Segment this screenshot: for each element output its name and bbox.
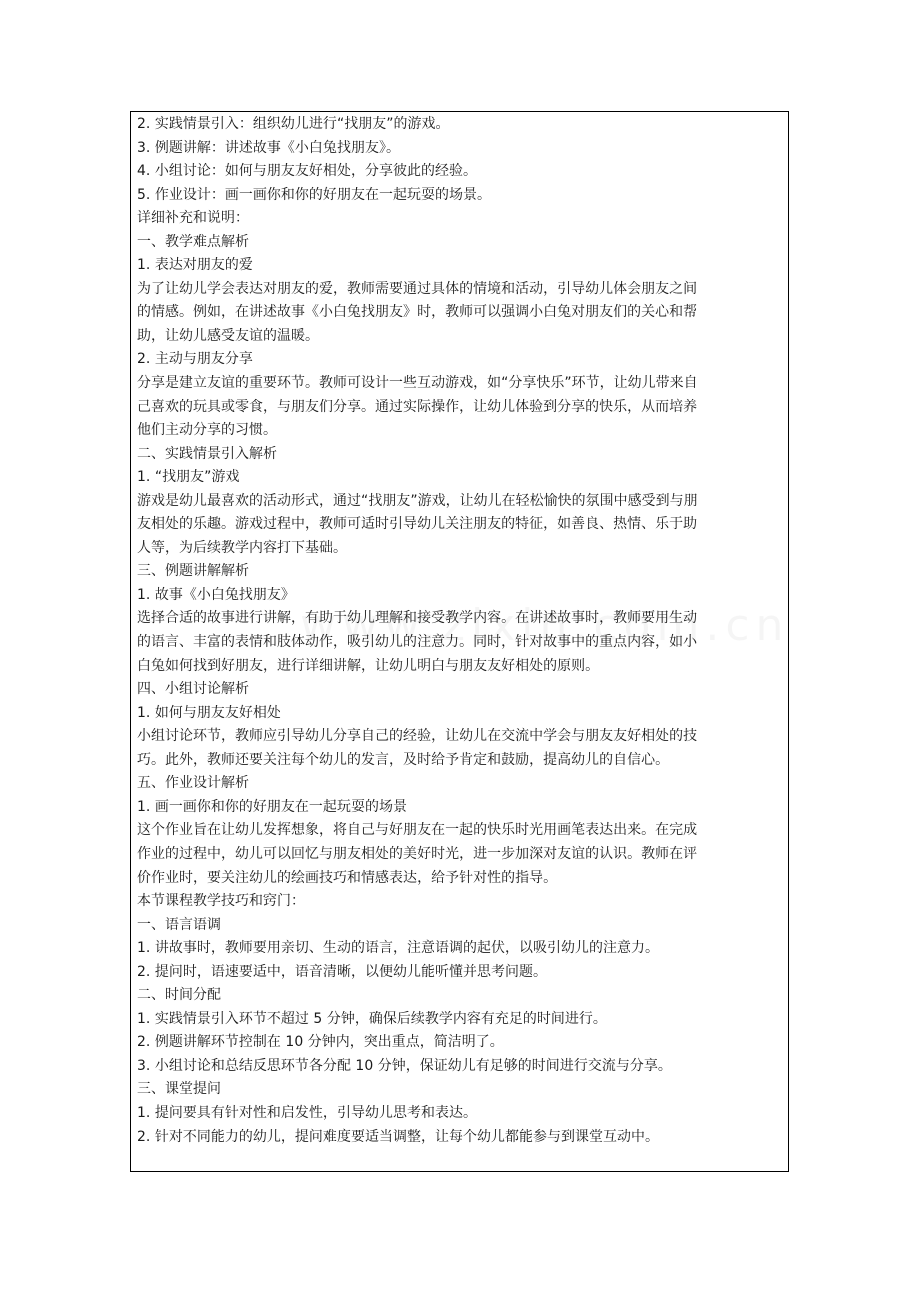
text-line: 小组讨论环节，教师应引导幼儿分享自己的经验，让幼儿在交流中学会与朋友友好相处的技 (137, 728, 698, 745)
text-line: 2. 针对不同能力的幼儿，提问难度要适当调整，让每个幼儿都能参与到课堂互动中。 (137, 1128, 660, 1145)
text-line: 一、教学难点解析 (137, 233, 250, 250)
text-line: 四、小组讨论解析 (137, 681, 250, 698)
text-line: 三、例题讲解解析 (137, 563, 250, 580)
text-line: 巧。此外，教师还要关注每个幼儿的发言，及时给予肯定和鼓励，提高幼儿的自信心。 (137, 751, 670, 768)
document-body (137, 113, 785, 1149)
text-line: 游戏是幼儿最喜欢的活动形式，通过“找朋友”游戏，让幼儿在轻松愉快的氛围中感受到与朋 (137, 492, 698, 509)
text-line: 详细补充和说明： (137, 210, 250, 227)
text-line: 助，让幼儿感受友谊的温暖。 (137, 327, 320, 344)
text-line: 友相处的乐趣。游戏过程中，教师可适时引导幼儿关注朋友的特征，如善良、热情、乐于助 (137, 516, 698, 533)
text-line: 3. 例题讲解：讲述故事《小白兔找朋友》。 (137, 139, 400, 156)
text-line: 二、实践情景引入解析 (137, 445, 278, 462)
text-line: 1. 如何与朋友友好相处 (137, 704, 281, 721)
text-line: 的情感。例如，在讲述故事《小白兔找朋友》时，教师可以强调小白兔对朋友们的关心和帮 (137, 304, 698, 321)
text-line: 价作业时，要关注幼儿的绘画技巧和情感表达，给予针对性的指导。 (137, 869, 558, 886)
text-line: 的语言、丰富的表情和肢体动作，吸引幼儿的注意力。同时，针对故事中的重点内容，如小 (137, 634, 698, 651)
text-line: 白兔如何找到好朋友，进行详细讲解，让幼儿明白与朋友友好相处的原则。 (137, 657, 600, 674)
text-line: 1. 故事《小白兔找朋友》 (137, 586, 295, 603)
text-line: 2. 实践情景引入：组织幼儿进行“找朋友”的游戏。 (137, 116, 450, 132)
text-line: 人等，为后续教学内容打下基础。 (137, 539, 348, 556)
text-line: 二、时间分配 (137, 987, 222, 1004)
text-line: 三、课堂提问 (137, 1081, 222, 1098)
text-line: 五、作业设计解析 (137, 775, 250, 792)
text-line: 1. 讲故事时，教师要用亲切、生动的语言，注意语调的起伏，以吸引幼儿的注意力。 (137, 940, 660, 957)
text-line: 3. 小组讨论和总结反思环节各分配 10 分钟，保证幼儿有足够的时间进行交流与分享。 (137, 1057, 672, 1074)
text-line: 一、语言语调 (137, 916, 222, 933)
text-line: 2. 主动与朋友分享 (137, 351, 253, 368)
text-line: 己喜欢的玩具或零食，与朋友们分享。通过实际操作，让幼儿体验到分享的快乐，从而培养 (137, 398, 698, 415)
text-line: 1. “找朋友”游戏 (137, 469, 240, 486)
text-line: 分享是建立友谊的重要环节。教师可设计一些互动游戏，如“分享快乐”环节，让幼儿带来自 (137, 375, 698, 392)
text-line: 他们主动分享的习惯。 (137, 422, 278, 439)
text-line: 选择合适的故事进行讲解，有助于幼儿理解和接受教学内容。在讲述故事时，教师要用生动 (137, 610, 698, 627)
text-line: 2. 提问时，语速要适中，语音清晰，以便幼儿能听懂并思考问题。 (137, 963, 547, 980)
text-line: 1. 画一画你和你的好朋友在一起玩耍的场景 (137, 798, 407, 815)
text-line: 这个作业旨在让幼儿发挥想象，将自己与好朋友在一起的快乐时光用画笔表达出来。在完成 (137, 822, 698, 839)
text-line: 为了让幼儿学会表达对朋友的爱，教师需要通过具体的情境和活动，引导幼儿体会朋友之间 (137, 280, 698, 297)
text-line: 5. 作业设计：画一画你和你的好朋友在一起玩耍的场景。 (137, 186, 491, 203)
text-line: 作业的过程中，幼儿可以回忆与朋友相处的美好时光，进一步加深对友谊的认识。教师在评 (137, 845, 698, 862)
text-line: 本节课程教学技巧和窍门： (137, 893, 306, 910)
text-line: 2. 例题讲解环节控制在 10 分钟内，突出重点，简洁明了。 (137, 1034, 504, 1051)
text-line: 1. 实践情景引入环节不超过 5 分钟，确保后续教学内容有充足的时间进行。 (137, 1010, 607, 1027)
text-line: 4. 小组讨论：如何与朋友友好相处，分享彼此的经验。 (137, 163, 477, 180)
text-line: 1. 表达对朋友的爱 (137, 257, 253, 274)
text-line: 1. 提问要具有针对性和启发性，引导幼儿思考和表达。 (137, 1104, 477, 1121)
